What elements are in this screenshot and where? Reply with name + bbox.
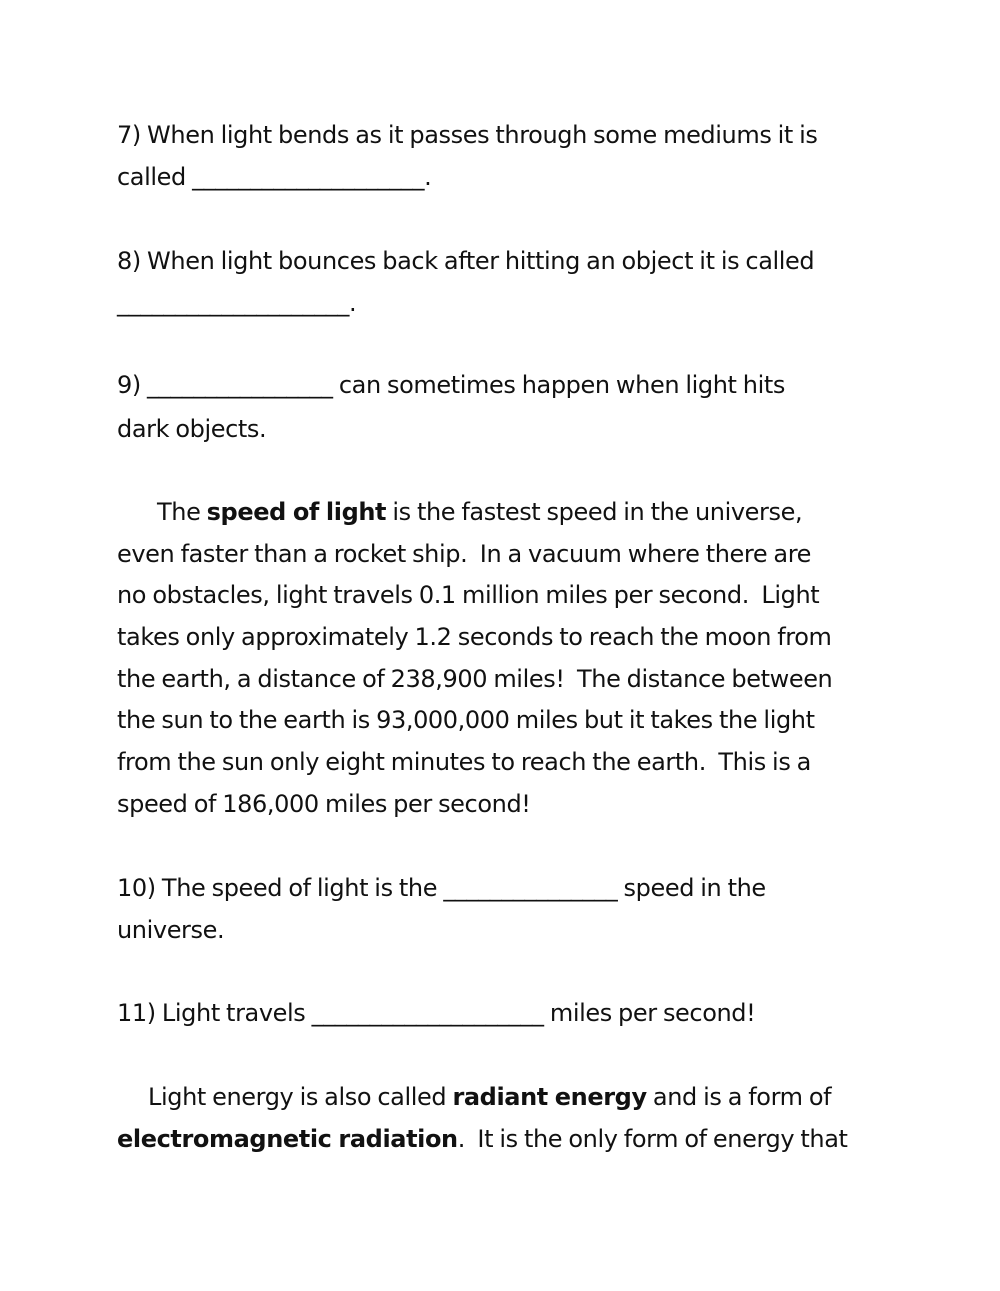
question-10-line-2: universe. — [117, 916, 225, 944]
radiant-energy-term: radiant energy — [452, 1083, 647, 1111]
energy-paragraph-line-2 — [117, 1124, 848, 1154]
question-7-line-1: 7) When light bends as it passes through some mediums it is — [117, 121, 818, 149]
speed-paragraph-line-6: the sun to the earth is 93,000,000 miles but it takes the light — [117, 706, 815, 734]
energy-paragraph-text: Light energy is also called — [148, 1083, 453, 1111]
speed-paragraph-text: is the fastest speed in the universe, — [386, 498, 803, 526]
speed-paragraph-line-3: no obstacles, light travels 0.1 million miles per second. Light — [117, 581, 820, 609]
question-11-line-1: 11) Light travels ____________________ miles per second! — [117, 999, 756, 1027]
speed-paragraph-line-1 — [157, 497, 802, 527]
energy-paragraph-text: and is a form of — [646, 1083, 832, 1111]
question-9-line-2: dark objects. — [117, 415, 267, 443]
electromagnetic-radiation-term: electromagnetic radiation — [117, 1125, 458, 1153]
energy-paragraph-text: . It is the only form of energy that — [457, 1125, 848, 1153]
speed-paragraph-line-4: takes only approximately 1.2 seconds to reach the moon from — [117, 623, 832, 651]
speed-paragraph-text: The — [157, 498, 207, 526]
question-9-line-1: 9) ________________ can sometimes happen when light hits — [117, 371, 785, 399]
energy-paragraph-line-1 — [148, 1082, 831, 1112]
question-7-line-2: called ____________________. — [117, 163, 432, 191]
speed-paragraph-line-7: from the sun only eight minutes to reach the earth. This is a — [117, 748, 811, 776]
question-8-line-2: ____________________. — [117, 289, 357, 317]
question-8-line-1: 8) When light bounces back after hitting an object it is called — [117, 247, 815, 275]
speed-paragraph-line-8: speed of 186,000 miles per second! — [117, 790, 531, 818]
speed-paragraph-line-2: even faster than a rocket ship. In a vacuum where there are — [117, 540, 812, 568]
speed-paragraph-line-5: the earth, a distance of 238,900 miles! The distance between — [117, 665, 833, 693]
question-10-line-1: 10) The speed of light is the _______________ speed in the — [117, 874, 766, 902]
speed-of-light-term: speed of light — [206, 498, 387, 526]
